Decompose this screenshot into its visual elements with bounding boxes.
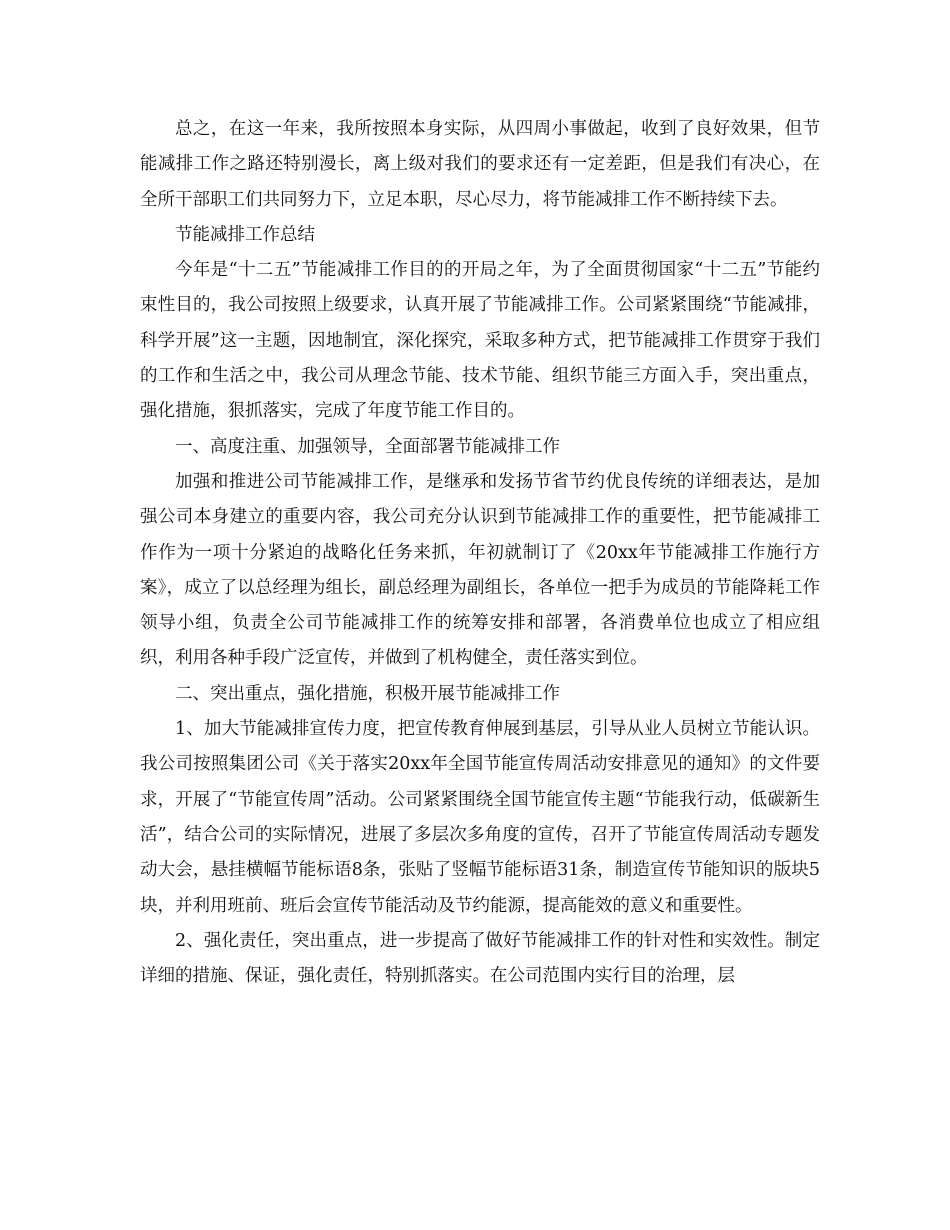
paragraph-publicity: 1、加大节能减排宣传力度，把宣传教育伸展到基层，引导从业人员树立节能认识。我公司按照集团公司《关于落实20xx年全国节能宣传周活动安排意见的通知》的文件要求，开展了“节能宣传周”活动。公司紧紧围绕全国节能宣传主题“节能我行动，低碳新生活”，结合公司的实际情况，进展了多层次多角度的宣传，召开了节能宣传周活动专题发动大会，悬挂横幅节能标语8条，张贴了竖幅节能标语31条，制造宣传节能知识的版块5块，并利用班前、班后会宣传节能活动及节约能源，提高能效的意义和重要性。 <box>140 719 820 916</box>
paragraph-responsibility: 2、强化责任，突出重点，进一步提高了做好节能减排工作的针对性和实效性。制定详细的措施、保证，强化责任，特别抓落实。在公司范围内实行目的治理，层 <box>140 930 820 987</box>
paragraph-intro: 今年是“十二五”节能减排工作目的的开局之年，为了全面贯彻国家“十二五”节能约束性目的，我公司按照上级要求，认真开展了节能减排工作。公司紧紧围绕“节能减排，科学开展”这一主题，因地制宜，深化探究，采取多种方式，把节能减排工作贯穿于我们的工作和生活之中，我公司从理念节能、技术节能、组织节能三方面入手，突出重点，强化措施，狠抓落实，完成了年度节能工作目的。 <box>140 260 820 422</box>
paragraph-leadership: 加强和推进公司节能减排工作，是继承和发扬节省节约优良传统的详细表达，是加强公司本身建立的重要内容，我公司充分认识到节能减排工作的重要性，把节能减排工作作为一项十分紧迫的战略化任务来抓，年初就制订了《20xx年节能减排工作施行方案》，成立了以总经理为组长，副总经理为副组长，各单位一把手为成员的节能降耗工作领导小组，负责全公司节能减排工作的统筹安排和部署，各消费单位也成立了相应组织，利用各种手段广泛宣传，并做到了机构健全，责任落实到位。 <box>140 471 820 669</box>
heading-two: 二、突出重点，强化措施，积极开展节能减排工作 <box>175 683 560 704</box>
section-title: 节能减排工作总结 <box>175 224 315 245</box>
paragraph-conclusion: 总之，在这一年来，我所按照本身实际，从四周小事做起，收到了良好效果，但节能减排工作之路还特别漫长，离上级对我们的要求还有一定差距，但是我们有决心，在全所干部职工们共同努力下，立足本职，尽心尽力，将节能减排工作不断持续下去。 <box>140 119 820 210</box>
document-body <box>140 112 820 994</box>
heading-one: 一、高度注重、加强领导，全面部署节能减排工作 <box>175 436 560 457</box>
